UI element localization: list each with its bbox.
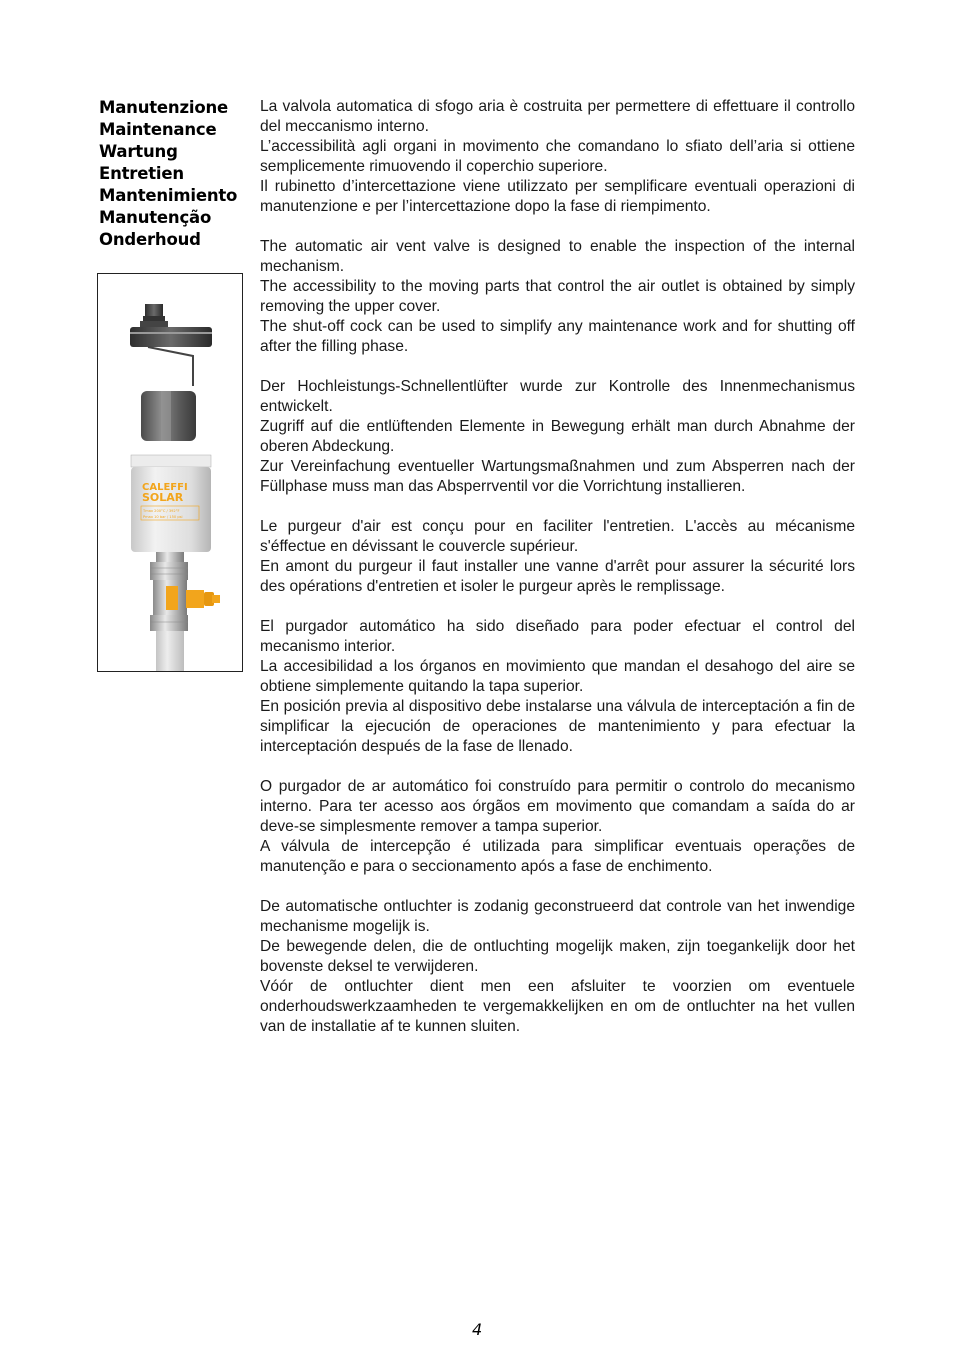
paragraph-spanish-line: El purgador automático ha sido diseñado para poder efectuar el control del mecanismo interior. — [260, 618, 855, 655]
maintenance-body-text — [260, 97, 855, 1057]
paragraph-spanish — [260, 617, 855, 757]
air-vent-illustration — [98, 274, 243, 672]
page-number-text: 4 — [472, 1320, 483, 1339]
heading-spanish: Mantenimiento — [99, 186, 238, 205]
pipe — [156, 631, 184, 672]
heading-german: Wartung — [99, 142, 178, 161]
heading-english: Maintenance — [99, 120, 217, 139]
paragraph-english-line: The shut-off cock can be used to simplify any maintenance work and for shutting off after the filling phase. — [260, 318, 855, 355]
paragraph-english — [260, 237, 855, 357]
paragraph-german-line: Zur Vereinfachung eventueller Wartungsmaßnahmen und zum Absperren nach der Füllphase muss man das Absperrventil vor die Vorrichtung installieren. — [260, 458, 855, 495]
heading-dutch: Onderhoud — [99, 230, 201, 249]
paragraph-english-line: The accessibility to the moving parts that control the air outlet is obtained by simply removing the upper cover. — [260, 278, 855, 315]
paragraph-french-line: En amont du purgeur il faut installer une vanne d'arrêt pour assurer la sécurité lors des opérations d'entretien et isoler le purgeur après le remplissage. — [260, 558, 855, 595]
upper-cover — [141, 391, 196, 441]
paragraph-english-line: The automatic air vent valve is designed to enable the inspection of the internal mechanism. — [260, 238, 855, 275]
spec-text-temperature: Tmax 200°C / 392°F — [143, 509, 180, 513]
paragraph-italian-line: La valvola automatica di sfogo aria è costruita per permettere di effettuare il controllo del meccanismo interno. — [260, 98, 855, 135]
section-heading-list — [99, 97, 259, 251]
shutoff-cock — [166, 586, 220, 610]
paragraph-french-line: Le purgeur d'air est conçu pour en faciliter l'entretien. L'accès au mécanisme s'éffectue en dévissant le couvercle supérieur. — [260, 518, 855, 555]
paragraph-french — [260, 517, 855, 597]
paragraph-italian-line: L’accessibilità agli organi in movimento che comandano lo sfiato dell’aria si ottiene semplicemente rimuovendo il coperchio superiore. — [260, 138, 855, 175]
paragraph-dutch — [260, 897, 855, 1037]
paragraph-dutch-line: De automatische ontluchter is zodanig geconstrueerd dat controle van het inwendige mechanisme mogelijk is. — [260, 898, 855, 935]
paragraph-dutch-line: Vóór de ontluchter dient men een afsluiter te voorzien om eventuele onderhoudswerkzaamheden te vergemakkelijken en om de ontluchter na het vullen van de installatie af te kunnen sluiten. — [260, 978, 855, 1035]
spec-text-pressure: Pmax 10 bar / 150 psi — [143, 515, 183, 519]
paragraph-spanish-line: La accesibilidad a los órganos en movimiento que mandan el desahogo del aire se obtiene simplemente quitando la tapa superior. — [260, 658, 855, 695]
paragraph-italian-line: Il rubinetto d’intercettazione viene utilizzato per semplificare eventuali operazioni di manutenzione e per l’intercettazione dopo la fase di riempimento. — [260, 178, 855, 215]
brand-text-caleffi: CALEFFI — [142, 482, 188, 493]
paragraph-italian — [260, 97, 855, 217]
brand-text-solar: SOLAR — [142, 491, 184, 504]
heading-french: Entretien — [99, 164, 184, 183]
paragraph-german-line: Zugriff auf die entlüftenden Elemente in Bewegung erhält man durch Abnahme der oberen Abdeckung. — [260, 418, 855, 455]
paragraph-portuguese-line: O purgador de ar automático foi construído para permitir o controlo do mecanismo interno. Para ter acesso aos órgãos em movimento que comandam a saída do ar deve-se simplesmente remover a tampa superior. — [260, 778, 855, 835]
paragraph-portuguese-line: A válvula de intercepção é utilizada para simplificar eventuais operações de manutenção e para o seccionamento após a fase de enchimento. — [260, 838, 855, 875]
paragraph-portuguese — [260, 777, 855, 877]
heading-italian: Manutenzione — [99, 98, 229, 117]
top-cap — [130, 304, 212, 386]
valve-body — [131, 455, 211, 552]
paragraph-german-line: Der Hochleistungs-Schnellentlüfter wurde zur Kontrolle des Innenmechanismus entwickelt. — [260, 378, 855, 415]
paragraph-dutch-line: De bewegende delen, die de ontluchting mogelijk maken, zijn toegankelijk door het bovenste deksel te verwijderen. — [260, 938, 855, 975]
heading-portuguese: Manutenção — [99, 208, 212, 227]
paragraph-spanish-line: En posición previa al dispositivo debe instalarse una válvula de interceptación a fin de simplificar la ejecución de operaciones de mantenimiento y para efectuar la interceptación después de la fase de llenado. — [260, 698, 855, 755]
air-vent-exploded-figure — [97, 273, 243, 672]
paragraph-german — [260, 377, 855, 497]
